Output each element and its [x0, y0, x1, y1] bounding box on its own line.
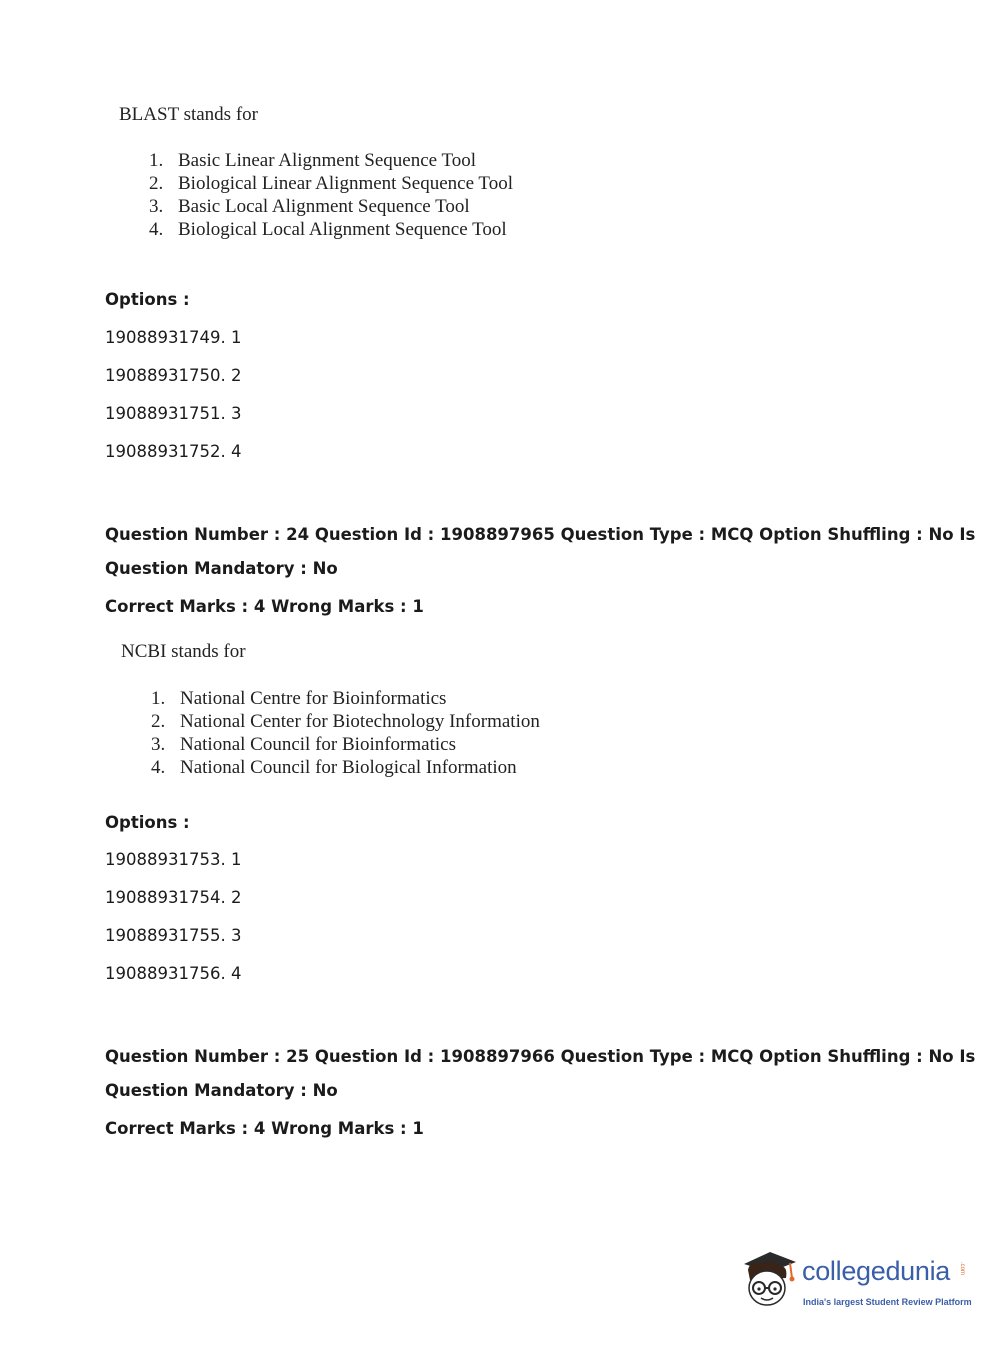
question-text: NCBI stands for — [121, 641, 246, 662]
question-mandatory: Question Mandatory : No — [105, 1081, 338, 1100]
options-label: Options : — [105, 290, 190, 309]
option-id: 19088931755. 3 — [105, 926, 242, 945]
answer-choice: 1. Basic Linear Alignment Sequence Tool — [149, 150, 477, 171]
option-id: 19088931752. 4 — [105, 442, 242, 461]
question-header: Question Number : 24 Question Id : 1908897965 Question Type : MCQ Option Shuffling : No Is — [105, 525, 976, 544]
answer-choice: 2. Biological Linear Alignment Sequence Tool — [149, 173, 513, 194]
brand-suffix: .com — [959, 1262, 965, 1276]
collegedunia-logo[interactable] — [740, 1248, 970, 1318]
option-id: 19088931750. 2 — [105, 366, 242, 385]
question-marks: Correct Marks : 4 Wrong Marks : 1 — [105, 1119, 424, 1138]
mascot-icon — [740, 1248, 798, 1314]
question-text: BLAST stands for — [119, 104, 258, 125]
question-mandatory: Question Mandatory : No — [105, 559, 338, 578]
answer-choice: 3. Basic Local Alignment Sequence Tool — [149, 196, 470, 217]
option-id: 19088931754. 2 — [105, 888, 242, 907]
option-id: 19088931756. 4 — [105, 964, 242, 983]
answer-choice: 4. Biological Local Alignment Sequence Tool — [149, 219, 507, 240]
brand-name: collegedunia — [802, 1256, 951, 1286]
question-header: Question Number : 25 Question Id : 1908897966 Question Type : MCQ Option Shuffling : No Is — [105, 1047, 976, 1066]
brand-tagline: India's largest Student Review Platform — [803, 1297, 972, 1307]
question-marks: Correct Marks : 4 Wrong Marks : 1 — [105, 597, 424, 616]
answer-choice: 2. National Center for Biotechnology Information — [151, 711, 540, 732]
option-id: 19088931751. 3 — [105, 404, 242, 423]
option-id: 19088931749. 1 — [105, 328, 242, 347]
answer-choice: 1. National Centre for Bioinformatics — [151, 688, 447, 709]
options-label: Options : — [105, 813, 190, 832]
answer-choice-list — [149, 149, 513, 241]
answer-choice: 3. National Council for Bioinformatics — [151, 734, 456, 755]
answer-choice-list — [151, 687, 540, 779]
answer-choice: 4. National Council for Biological Information — [151, 757, 517, 778]
option-id: 19088931753. 1 — [105, 850, 242, 869]
